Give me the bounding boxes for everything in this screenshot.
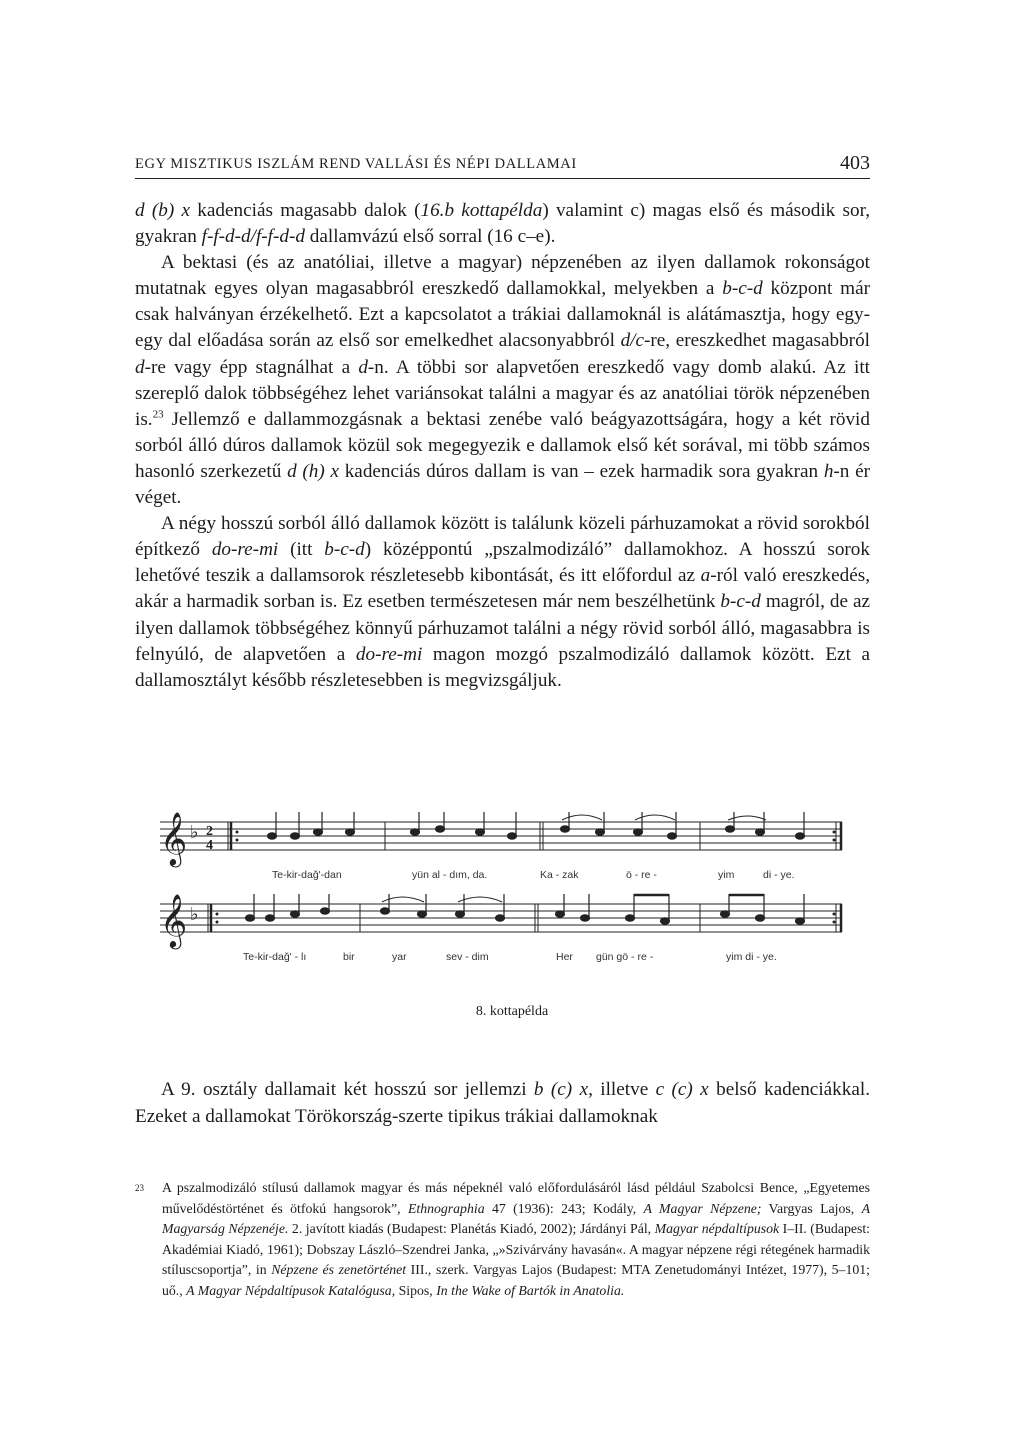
lyric: gün gö - re - xyxy=(596,951,654,963)
time-signature-denominator: 4 xyxy=(206,838,213,853)
text-run: -n ér véget. xyxy=(135,460,871,509)
text-run: A bektasi (és az anatóliai, illetve a magyar) népzenében az ilyen dallamok rokonságot mutatnak egyes olyan magasabbról ereszkedő dallamokkal, melyekben a xyxy=(135,252,870,300)
text-run: illetve xyxy=(592,1079,656,1100)
italic-text: c (c) x xyxy=(655,1079,709,1100)
text-run: dallamvázú első sorral (16 c–e). xyxy=(304,226,556,248)
italic-text: 16.b kottapélda xyxy=(420,200,543,221)
italic-text: h xyxy=(823,460,834,482)
italic-text: b-c-d xyxy=(720,591,761,613)
music-staff-2 xyxy=(160,890,850,950)
lyric: yar xyxy=(392,951,407,963)
lyric: yim di - ye. xyxy=(726,951,777,963)
text-run: 2. javított kiadás (Budapest: Planétás Kiadó, 2002); Járdányi Pál, xyxy=(288,1221,655,1237)
text-run: -ról való ereszkedés, akár a harmadik sorban is. Ez esetben természetesen már nem beszélhetünk xyxy=(135,565,870,613)
time-signature xyxy=(206,824,213,853)
italic-text: Népzene és zenetörténet xyxy=(271,1262,407,1278)
lyric: sev - dim xyxy=(446,951,489,963)
figure-caption: 8. kottapélda xyxy=(475,1004,549,1019)
italic-text: Magyar népdaltípusok xyxy=(654,1221,780,1237)
italic-text: do-re-mi xyxy=(211,539,279,561)
italic-text: A Magyar Népzene; xyxy=(643,1200,762,1216)
lyric: yim xyxy=(718,869,735,881)
lyric: di - ye. xyxy=(763,869,795,881)
flat-icon: ♭ xyxy=(190,822,199,842)
text-run: A pszalmodizáló stílusú dallamok magyar és más népeknél való előfordulásáról lásd például Szabolcsi Bence, „Egyetemes művelődéstörténet és ötfokú hangsorok”, xyxy=(162,1180,870,1216)
text-run: A négy hosszú sorból álló dallamok között is találunk közeli párhuzamokat a rövid sorokból építkező xyxy=(135,513,870,561)
text-run: A 9. osztály dallamait két hosszú sor jellemzi xyxy=(161,1079,534,1100)
text-run: (itt xyxy=(278,539,325,561)
text-run: -re, ereszkedhet magasabbról xyxy=(644,330,870,352)
flat-icon: ♭ xyxy=(190,904,199,924)
text-run: magon mozgó pszalmodizáló dallamok között. Ezt a dallamosztályt később részletesebben is megvizsgáljuk. xyxy=(135,643,871,691)
text-run: ) középpontú „pszalmodizáló” dallamokhoz. A hosszú sorok lehetővé teszik a dallamsorok részletesebb kibontását, és itt előfordul az xyxy=(135,539,870,587)
lyric: Ka - zak xyxy=(540,869,579,881)
text-run: magról, de az ilyen dallamok többségéhez könnyű párhuzamot találni a négy rövid sorból álló, magasabbra is felnyúló, de alapvetően a xyxy=(135,591,870,665)
treble-clef-icon: 𝄞 xyxy=(160,813,188,864)
running-title: EGY MISZTIKUS ISZLÁM REND VALLÁSI ÉS NÉPI DALLAMAI xyxy=(135,156,577,172)
italic-text: b-c-d xyxy=(324,539,365,561)
lyric: Te-kir-dağ' - lı xyxy=(243,951,307,963)
text-run: Vargyas Lajos, xyxy=(761,1200,862,1216)
footnote-mark: 23 xyxy=(135,1183,144,1193)
italic-text: A Magyarság Népzenéje. xyxy=(162,1200,871,1237)
italic-text: Ethnographia xyxy=(407,1200,485,1216)
running-header xyxy=(135,152,870,179)
italic-text: d/c xyxy=(620,330,645,352)
paragraph-4 xyxy=(135,1076,870,1130)
lyric: Te-kir-dağ'-dan xyxy=(272,869,342,881)
lyric: ö - re - xyxy=(626,869,657,881)
text-run: központ már csak halványan érzékelhető. Ezt a kapcsolatot a trákiai dallamoknál is alátámasztja, hogy egy-egy dal előadása során az első sor emelkedhet alacsonyabbról xyxy=(135,278,870,352)
text-run: ) valamint c) magas első és második sor, gyakran xyxy=(135,200,871,248)
italic-text: d (b) x xyxy=(135,200,191,221)
lyric: yün al - dım, da. xyxy=(412,869,488,881)
italic-text: a xyxy=(700,565,711,587)
treble-clef-icon: 𝄞 xyxy=(160,895,188,946)
page-number: 403 xyxy=(840,152,870,174)
text-run: belső kadenciákkal. Ezeket a dallamokat Törökország-szerte tipikus trákiai dallamoknak xyxy=(135,1079,870,1127)
italic-text: d xyxy=(135,356,145,378)
music-staff-1 xyxy=(160,808,850,868)
italic-text: A Magyar Népdaltípusok Katalógusa, xyxy=(186,1282,396,1298)
italic-text: f-f-d-d/f-f-d-d xyxy=(201,226,305,248)
text-run: 47 (1936): 243; Kodály, xyxy=(484,1200,644,1216)
text-run: -n. A többi sor alapvetően ereszkedő vagy domb alakú. Az itt szereplő dalok többségéhez lehet variánsokat találni a magyar és az anatóliai török népzenében is. xyxy=(135,356,870,430)
paragraph-1 xyxy=(135,198,870,250)
footnote-text xyxy=(162,1178,870,1302)
text-run: kadenciás magasabb dalok ( xyxy=(190,200,421,221)
text-run: Sipos, xyxy=(395,1282,437,1298)
body-text-continued xyxy=(135,1076,870,1130)
time-signature-numerator: 2 xyxy=(206,824,213,839)
text-run: kadenciás dúros dallam is van – ezek harmadik sora gyakran xyxy=(339,460,824,482)
italic-text: b-c-d xyxy=(722,278,763,300)
paragraph-2 xyxy=(135,250,870,511)
italic-text: b (c) x, xyxy=(533,1079,593,1100)
text-run: I–II. (Budapest: Akadémiai Kiadó, 1961); Dobszay László–Szendrei Janka, „»Szivárvány havasán«. A magyar népzene régi rétegének harmadik stíluscsoportja”, in xyxy=(162,1221,870,1278)
italic-text: do-re-mi xyxy=(355,643,423,665)
lyric: bir xyxy=(343,951,355,963)
lyric: Her xyxy=(556,951,573,963)
text-run: III., szerk. Vargyas Lajos (Budapest: MTA Zenetudományi Intézet, 1977), 5–101; uő., xyxy=(162,1262,870,1298)
paragraph-3 xyxy=(135,511,870,694)
footnote-reference: 23 xyxy=(152,408,164,421)
body-text xyxy=(135,198,870,694)
italic-text: d (h) x xyxy=(287,460,339,482)
text-run: -re vagy épp stagnálhat a xyxy=(144,356,359,378)
text-run: Jellemző e dallammozgásnak a bektasi zenébe való beágyazottságára, hogy a két rövid sorból álló dúros dallamok közül sok megegyezik e dallamok első két sorával, mi több számos hasonló szerkezetű xyxy=(135,408,870,482)
italic-text: d xyxy=(358,356,368,378)
italic-text: In the Wake of Bartók in Anatolia. xyxy=(436,1282,625,1298)
